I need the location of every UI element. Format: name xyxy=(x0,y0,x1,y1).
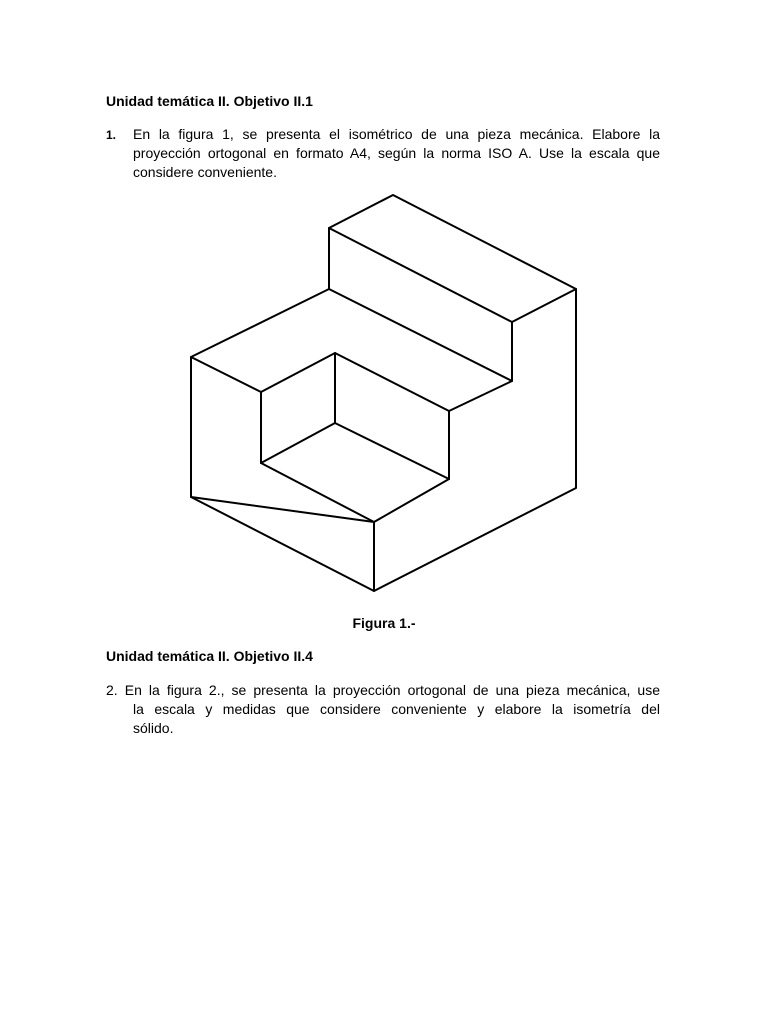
notch-floor xyxy=(261,423,449,479)
outline xyxy=(191,195,576,591)
item-2-line-1: 2. En la figura 2., se presenta la proyección ortogonal de una pieza mecánica, use xyxy=(106,682,660,698)
notch-top xyxy=(191,353,449,411)
figure-caption xyxy=(0,614,768,632)
item-1-line-3: considere conveniente. xyxy=(133,164,277,180)
item-1-number: 1. xyxy=(106,128,117,142)
item-2-line-2: la escala y medidas que considere conveniente y elabore la isometría del xyxy=(133,701,660,717)
section-1-heading: Unidad temática II. Objetivo II.1 xyxy=(106,93,313,109)
lower-step-edge xyxy=(329,289,512,411)
item-2-line-3: sólido. xyxy=(133,720,174,736)
left-bottom-edge xyxy=(191,497,374,522)
item-1-line-2: proyección ortogonal en formato A4, según la norma ISO A. Use la escala que xyxy=(133,145,660,161)
upper-step-edge xyxy=(329,228,576,322)
figure-caption-text: Figura 1.- xyxy=(352,615,416,631)
section-2-heading: Unidad temática II. Objetivo II.4 xyxy=(106,648,313,664)
item-1-line-1: En la figura 1, se presenta el isométrico de una pieza mecánica. Elabore la xyxy=(133,126,660,142)
item-1-text xyxy=(133,125,660,182)
notch-front xyxy=(261,463,449,522)
